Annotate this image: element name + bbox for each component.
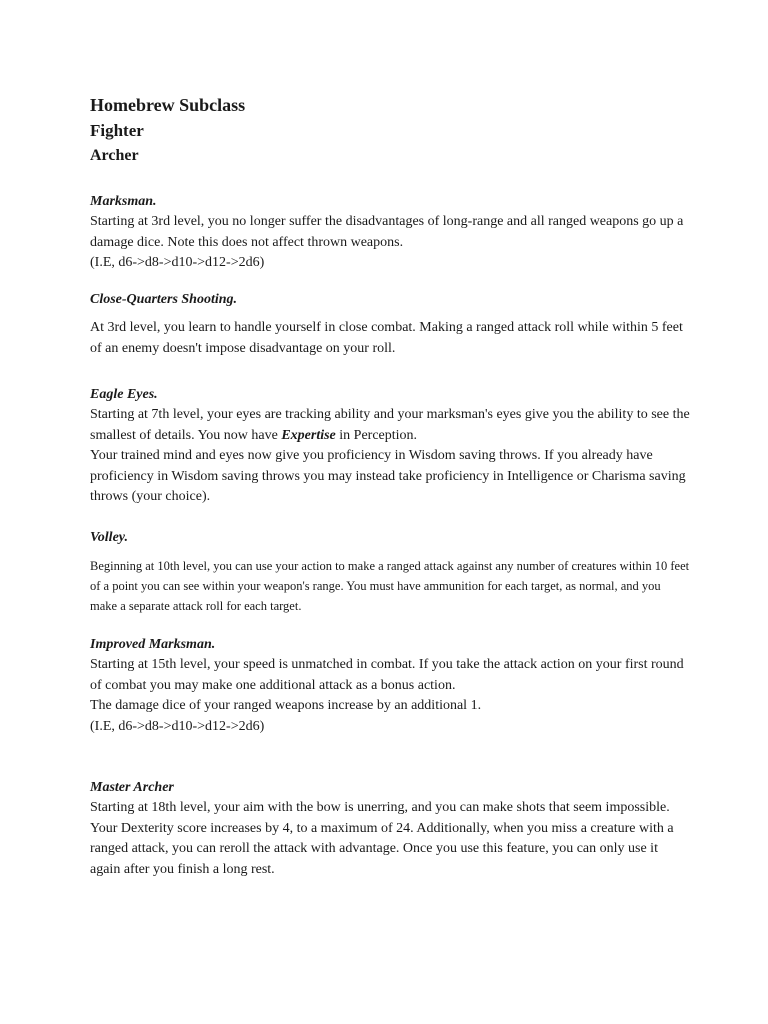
feature-description [90,405,690,508]
feature-description [90,655,690,737]
feature-close-quarters-shooting [90,290,690,359]
subclass-name: Archer [90,147,139,164]
feature-description [90,556,690,616]
feature-title: Volley. [90,530,128,545]
feature-description [90,318,690,359]
feature-improved-marksman [90,635,690,737]
feature-master-archer [90,778,690,880]
feature-marksman [90,192,690,274]
feature-text-part: Starting at 7th level, your eyes are tracking ability and your marksman's eyes give you the ability to see the smallest of details. You now have [90,407,690,443]
feature-text: Your trained mind and eyes now give you proficiency in Wisdom saving throws. If you already have proficiency in Wisdom saving throws you may instead take proficiency in Intelligence or Charisma saving throws (your choice). [90,448,686,504]
feature-eagle-eyes [90,385,690,508]
feature-text: The damage dice of your ranged weapons increase by an additional 1. [90,698,482,713]
feature-title: Master Archer [90,780,174,795]
feature-text: Starting at 18th level, your aim with the bow is unerring, and you can make shots that seem impossible. Your Dexterity score increases by 4, to a maximum of 24. Additionally, when you miss a creature with a ranged attack, you can reroll the attack with advantage. Once you use this feature, you can only use it again after you finish a long rest. [90,800,674,877]
feature-volley [90,528,690,616]
feature-description [90,212,690,274]
feature-text: Beginning at 10th level, you can use your action to make a ranged attack against any number of creatures within 10 feet of a point you can see within your weapon's range. You must have ammunition for each target, as normal, and you make a separate attack roll for each target. [90,559,690,613]
feature-text: Starting at 15th level, your speed is unmatched in combat. If you take the attack action on your first round of combat you may make one additional attack as a bonus action. [90,657,684,693]
feature-text [90,405,690,446]
class-name: Fighter [90,121,144,140]
feature-text: (I.E, d6->d8->d10->d12->2d6) [90,255,265,270]
expertise-emphasis: Expertise [281,427,336,443]
feature-text: At 3rd level, you learn to handle yourself in close combat. Making a ranged attack roll while within 5 feet of an enemy doesn't impose disadvantage on your roll. [90,320,683,356]
document-title: Homebrew Subclass [90,95,246,115]
feature-text: (I.E, d6->d8->d10->d12->2d6) [90,718,265,734]
feature-title: Marksman. [90,194,157,209]
feature-title: Close-Quarters Shooting. [90,292,238,307]
feature-text-part: in Perception. [335,427,418,443]
feature-title: Improved Marksman. [90,637,216,652]
feature-text: Starting at 3rd level, you no longer suffer the disadvantages of long-range and all ranged weapons go up a damage dice. Note this does not affect thrown weapons. [90,214,684,250]
document-page [90,92,690,877]
feature-title: Eagle Eyes. [90,387,158,402]
feature-description [90,798,690,880]
